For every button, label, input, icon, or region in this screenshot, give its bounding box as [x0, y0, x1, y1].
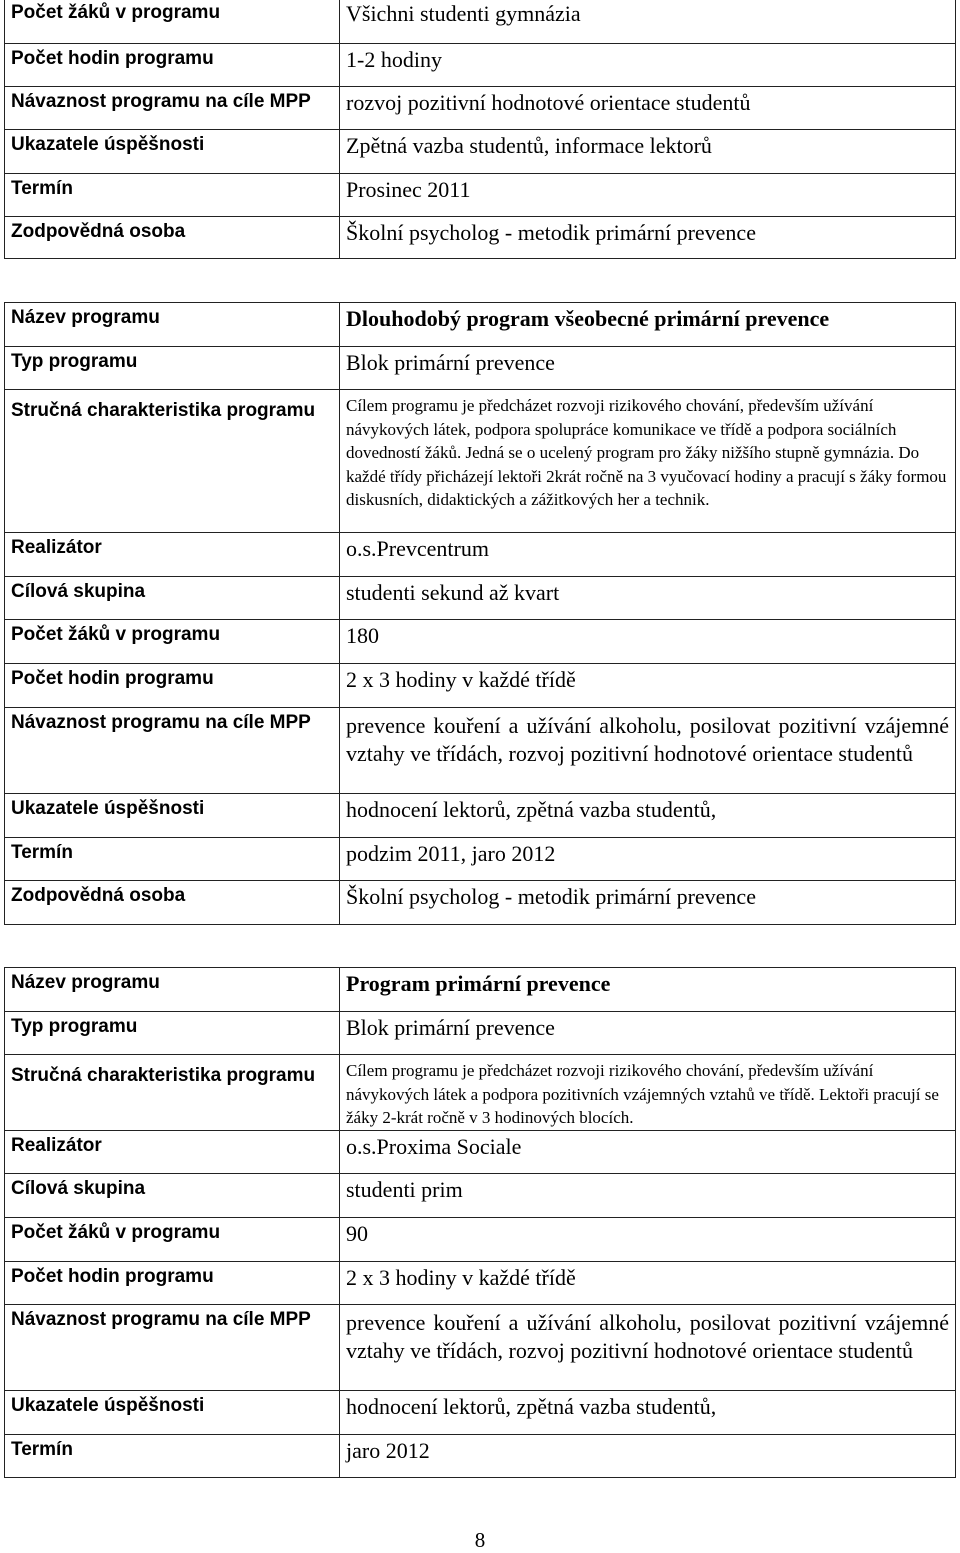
program-table-proxima	[4, 967, 956, 1478]
indicators-label: Ukazatele úspěšnosti	[5, 794, 340, 838]
table-row	[5, 347, 956, 390]
row-label: Počet žáků v programu	[5, 0, 340, 44]
summary-table	[4, 0, 956, 259]
table-row	[5, 1390, 956, 1434]
table-row	[5, 174, 956, 217]
realizer-value: o.s.Proxima Sociale	[340, 1130, 956, 1173]
table-row	[5, 708, 956, 794]
row-value: Zpětná vazba studentů, informace lektorů	[340, 130, 956, 174]
characteristic-label: Stručná charakteristika programu	[5, 390, 340, 533]
table-row	[5, 0, 956, 44]
target-value: studenti sekund až kvart	[340, 577, 956, 620]
page-number: 8	[474, 1528, 486, 1552]
table-row	[5, 303, 956, 347]
table-row	[5, 1261, 956, 1304]
row-value: Školní psycholog - metodik primární prevence	[340, 217, 956, 259]
row-label: Termín	[5, 174, 340, 217]
responsible-label: Zodpovědná osoba	[5, 881, 340, 925]
row-value: Všichni studenti gymnázia	[340, 0, 956, 44]
table-row	[5, 1055, 956, 1131]
responsible-value: Školní psycholog - metodik primární prevence	[340, 881, 956, 925]
table-row	[5, 1304, 956, 1390]
table-row	[5, 87, 956, 130]
table-row	[5, 1012, 956, 1055]
program-table-prevcentrum	[4, 302, 956, 925]
link-text: prevence kouření a užívání alkoholu, posilovat pozitivní vzájemné vztahy ve třídách, rozvoj pozitivní hodnotové orientace studentů	[346, 713, 949, 766]
program-characteristic: Cílem programu je předcházet rozvoji rizikového chování, především užívání návykových látek a podpora pozitivních vzájemných vztahů ve třídě. Lektoři pracují se žáky 2-krát ročně v 3 hodinových blocích.	[340, 1055, 956, 1131]
realizer-value: o.s.Prevcentrum	[340, 533, 956, 577]
indicators-value: hodnocení lektorů, zpětná vazba studentů,	[340, 1390, 956, 1434]
realizer-label: Realizátor	[5, 533, 340, 577]
program-name: Program primární prevence	[340, 968, 956, 1012]
link-label: Návaznost programu na cíle MPP	[5, 1304, 340, 1390]
program-characteristic: Cílem programu je předcházet rozvoji rizikového chování, především užívání návykových látek, podpora spolupráce komunikace ve třídě a podpora sociálních dovedností žáků. Jedná se o ucelený program pro žáky nižšího stupně gymnázia. Do každé třídy přicházejí lektoři 2krát ročně na 3 vyučovací hodiny a pracují s žáky formou diskusních, didaktických a zážitkových her a technik.	[340, 390, 956, 533]
program-type: Blok primární prevence	[340, 1012, 956, 1055]
hours-value: 2 x 3 hodiny v každé třídě	[340, 664, 956, 708]
target-label: Cílová skupina	[5, 1173, 340, 1217]
term-value: jaro 2012	[340, 1434, 956, 1477]
term-label: Termín	[5, 838, 340, 881]
hours-label: Počet hodin programu	[5, 1261, 340, 1304]
link-text: prevence kouření a užívání alkoholu, posilovat pozitivní vzájemné vztahy ve třídách, rozvoj pozitivní hodnotové orientace studentů	[346, 1309, 949, 1363]
table-row	[5, 1217, 956, 1261]
hours-value: 2 x 3 hodiny v každé třídě	[340, 1261, 956, 1304]
table-row	[5, 44, 956, 87]
name-label: Název programu	[5, 968, 340, 1012]
row-value: 1-2 hodiny	[340, 44, 956, 87]
count-value: 180	[340, 620, 956, 664]
table-row	[5, 620, 956, 664]
link-value	[340, 708, 956, 794]
table-row	[5, 533, 956, 577]
table-row	[5, 130, 956, 174]
term-value: podzim 2011, jaro 2012	[340, 838, 956, 881]
row-label: Zodpovědná osoba	[5, 217, 340, 259]
table-row	[5, 217, 956, 259]
table-row	[5, 390, 956, 533]
name-label: Název programu	[5, 303, 340, 347]
realizer-label: Realizátor	[5, 1130, 340, 1173]
table-row	[5, 577, 956, 620]
row-label: Počet hodin programu	[5, 44, 340, 87]
table-row	[5, 838, 956, 881]
table-row	[5, 664, 956, 708]
term-label: Termín	[5, 1434, 340, 1477]
table-row	[5, 794, 956, 838]
table-row	[5, 881, 956, 925]
link-label: Návaznost programu na cíle MPP	[5, 708, 340, 794]
count-label: Počet žáků v programu	[5, 620, 340, 664]
table-row	[5, 1434, 956, 1477]
count-value: 90	[340, 1217, 956, 1261]
table-row	[5, 968, 956, 1012]
indicators-label: Ukazatele úspěšnosti	[5, 1390, 340, 1434]
characteristic-label: Stručná charakteristika programu	[5, 1055, 340, 1131]
type-label: Typ programu	[5, 1012, 340, 1055]
row-label: Ukazatele úspěšnosti	[5, 130, 340, 174]
row-value: Prosinec 2011	[340, 174, 956, 217]
type-label: Typ programu	[5, 347, 340, 390]
table-row	[5, 1130, 956, 1173]
row-value: rozvoj pozitivní hodnotové orientace studentů	[340, 87, 956, 130]
hours-label: Počet hodin programu	[5, 664, 340, 708]
row-label: Návaznost programu na cíle MPP	[5, 87, 340, 130]
program-name: Dlouhodobý program všeobecné primární prevence	[340, 303, 956, 347]
count-label: Počet žáků v programu	[5, 1217, 340, 1261]
target-value: studenti prim	[340, 1173, 956, 1217]
target-label: Cílová skupina	[5, 577, 340, 620]
indicators-value: hodnocení lektorů, zpětná vazba studentů,	[340, 794, 956, 838]
table-row	[5, 1173, 956, 1217]
program-type: Blok primární prevence	[340, 347, 956, 390]
link-value	[340, 1304, 956, 1390]
